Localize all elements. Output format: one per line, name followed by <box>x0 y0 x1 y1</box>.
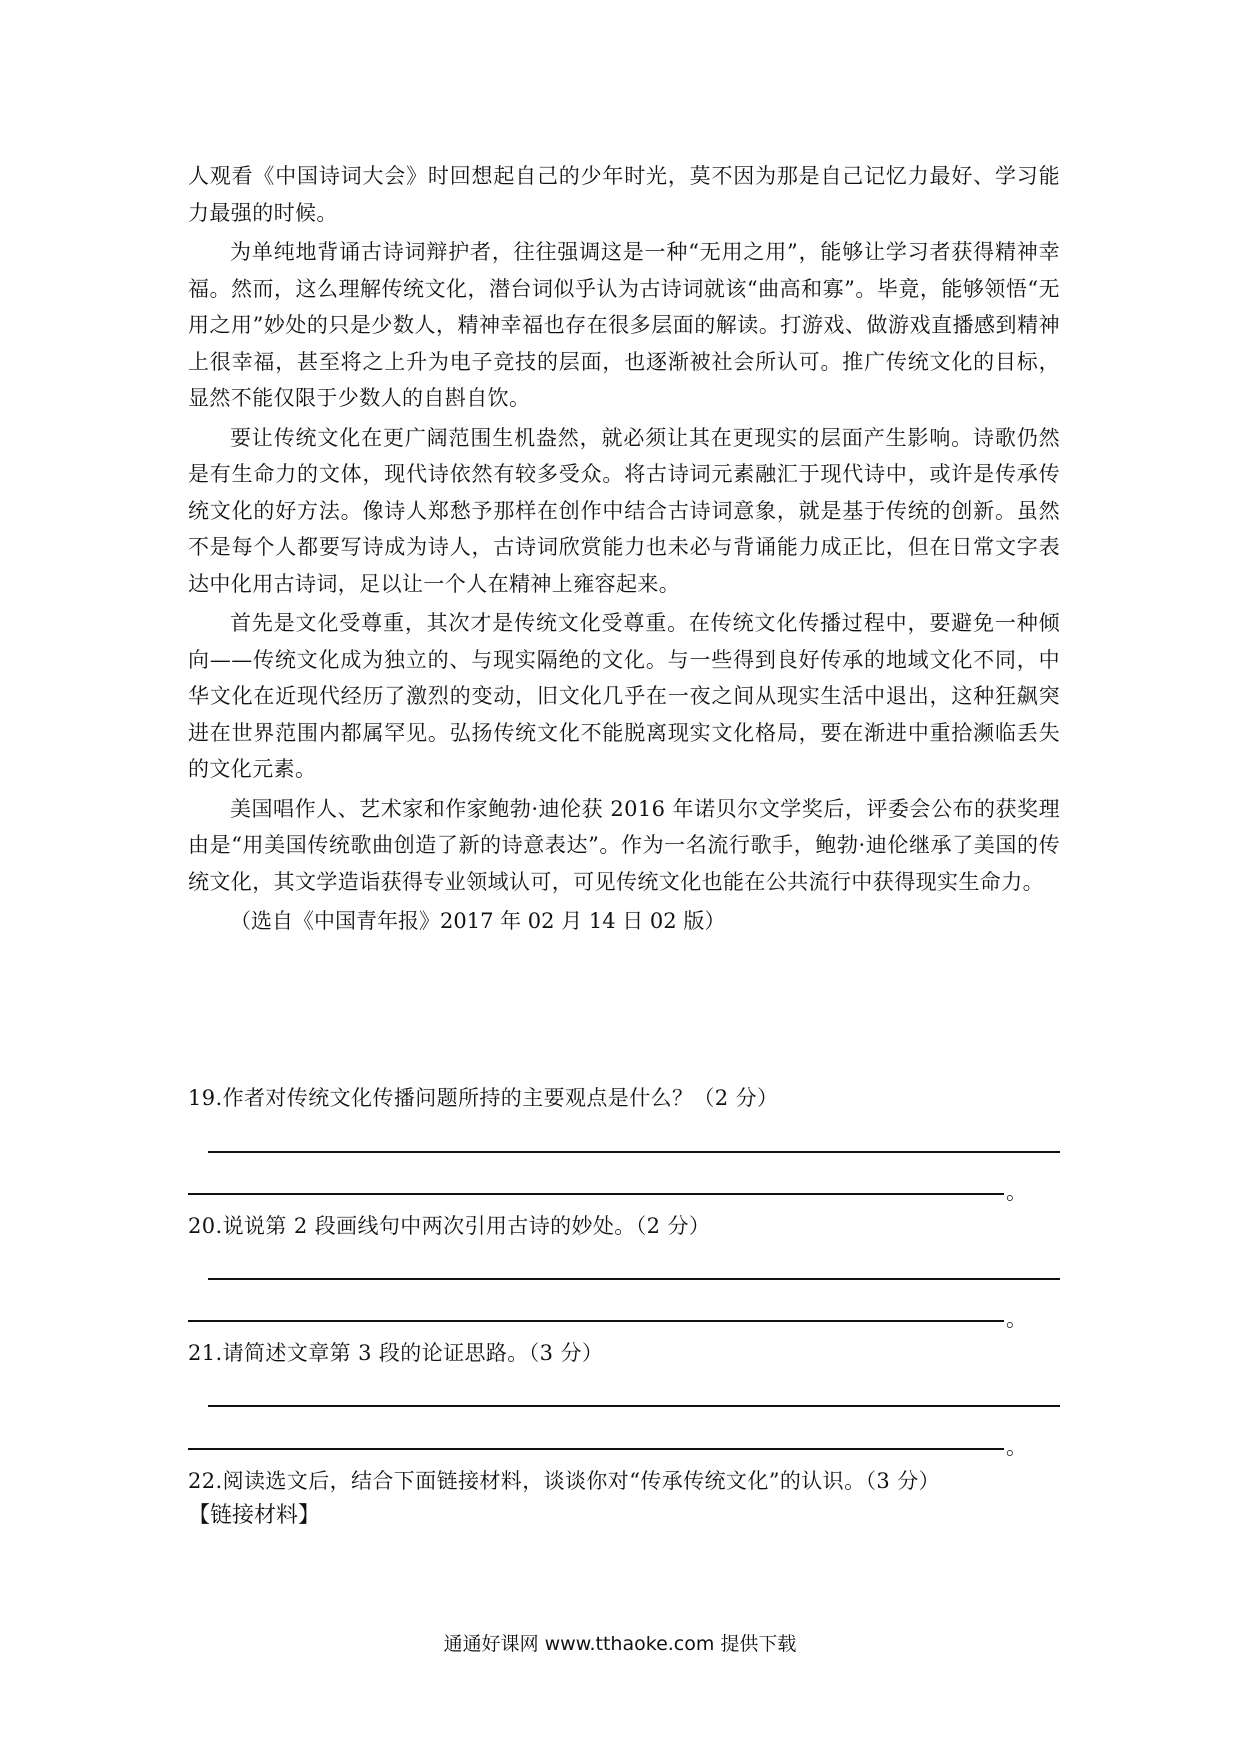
question-19: 19.作者对传统文化传播问题所持的主要观点是什么？（2 分） <box>188 1086 779 1110</box>
page-footer: 通通好课网 www.tthaoke.com 提供下载 <box>443 1633 797 1655</box>
link-material-label: 【链接材料】 <box>188 1503 321 1528</box>
article-paragraph-2: 为单纯地背诵古诗词辩护者，往往强调这是一种“无用之用”，能够让学习者获得精神幸福。然而，这么理解传统文化，潜台词似乎认为古诗词就该“曲高和寡”。毕竟，能够领悟“无用之用”妙处的只是少数人，精神幸福也存在很多层面的解读。打游戏、做游戏直播感到精神上很幸福，甚至将之上升为电子竞技的层面，也逐渐被社会所认可。推广传统文化的目标，显然不能仅限于少数人的自斟自饮。 <box>188 240 1060 410</box>
article-body <box>188 158 1060 939</box>
answer-line[interactable] <box>188 1448 1004 1450</box>
answer-period: 。 <box>1006 1435 1027 1459</box>
answer-line[interactable] <box>188 1193 1004 1195</box>
answer-line[interactable] <box>208 1278 1060 1280</box>
question-21: 21.请简述文章第 3 段的论证思路。（3 分） <box>188 1341 604 1365</box>
article-paragraph-3: 要让传统文化在更广阔范围生机盎然，就必须让其在更现实的层面产生影响。诗歌仍然是有生命力的文体，现代诗依然有较多受众。将古诗词元素融汇于现代诗中，或许是传承传统文化的好方法。像诗人郑愁予那样在创作中结合古诗词意象，就是基于传统的创新。虽然不是每个人都要写诗成为诗人，古诗词欣赏能力也未必与背诵能力成正比，但在日常文字表达中化用古诗词，足以让一个人在精神上雍容起来。 <box>188 425 1060 596</box>
article-paragraph-1: 人观看《中国诗词大会》时回想起自己的少年时光，莫不因为那是自己记忆力最好、学习能力最强的时候。 <box>188 164 1060 225</box>
article-paragraph-4: 首先是文化受尊重，其次才是传统文化受尊重。在传统文化传播过程中，要避免一种倾向——传统文化成为独立的、与现实隔绝的文化。与一些得到良好传承的地域文化不同，中华文化在近现代经历了激烈的变动，旧文化几乎在一夜之间从现实生活中退出，这种狂飙突进在世界范围内都属罕见。弘扬传统文化不能脱离现实文化格局，要在渐进中重拾濒临丢失的文化元素。 <box>188 611 1060 781</box>
question-20: 20.说说第 2 段画线句中两次引用古诗的妙处。（2 分） <box>188 1214 711 1238</box>
article-paragraph-5: 美国唱作人、艺术家和作家鲍勃·迪伦获 2016 年诺贝尔文学奖后，评委会公布的获奖理由是“用美国传统歌曲创造了新的诗意表达”。作为一名流行歌手，鲍勃·迪伦继承了美国的传统文化，其文学造诣获得专业领域认可，可见传统文化也能在公共流行中获得现实生命力。 <box>188 796 1060 894</box>
article-source: （选自《中国青年报》2017 年 02 月 14 日 02 版） <box>230 909 726 933</box>
answer-line[interactable] <box>208 1151 1060 1153</box>
answer-period: 。 <box>1006 1180 1027 1204</box>
answer-line[interactable] <box>208 1405 1060 1407</box>
answer-line[interactable] <box>188 1320 1004 1322</box>
question-22: 22.阅读选文后，结合下面链接材料，谈谈你对“传承传统文化”的认识。（3 分） <box>188 1469 941 1493</box>
answer-period: 。 <box>1006 1307 1027 1331</box>
